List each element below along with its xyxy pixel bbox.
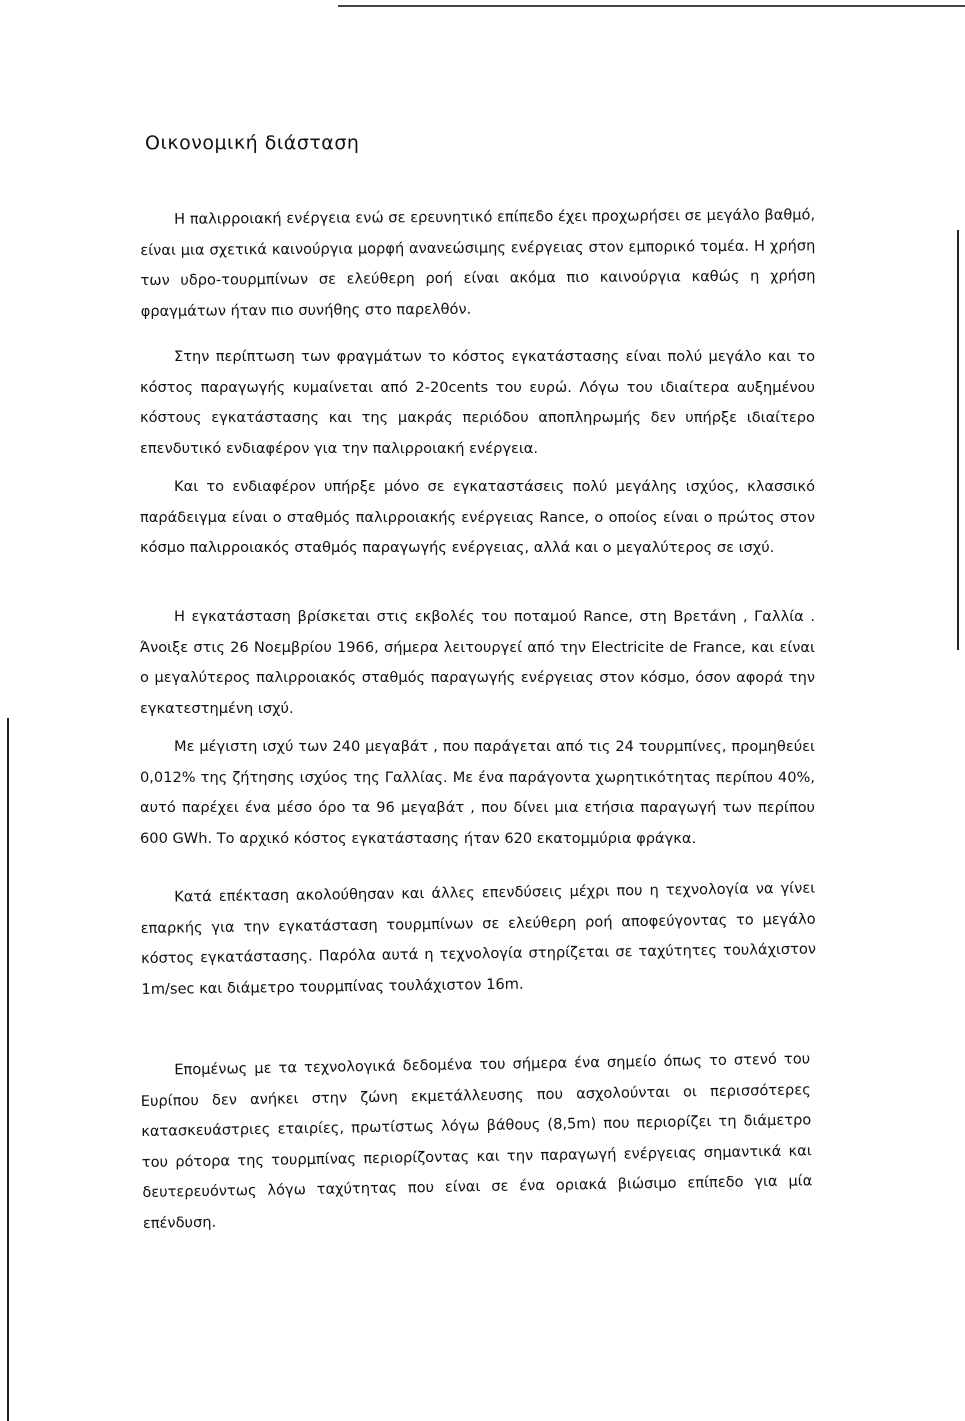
paragraph-indent: [140, 1074, 174, 1075]
paragraph-1: [140, 200, 816, 327]
paragraph-6: [140, 874, 817, 1005]
paragraph-5: [140, 732, 815, 854]
paragraph-7-text: Επομένως με τα τεχνολογικά δεδομένα του σήμερα ένα σημείο όπως το στενό του Ευρίπου δεν ανήκει στην ζώνη εκμετάλλευσης που ασχολούνται οι περισσότερες κατασκευάστριες εταιρίες, πρωτίστως λόγω βάθους (8,5m) που περιορίζει τη διάμετρο του ρότορα της τουρμπίνας περιορίζοντας και την παραγωγή ενέργειας σημαντικά και δευτερευόντως λόγω ταχύτητας που είναι σε ένα οριακά βιώσιμο επίπεδο για μία επένδυση.: [140, 1050, 813, 1232]
paragraph-7: [140, 1044, 813, 1239]
scan-left-edge-line: [7, 718, 9, 1421]
section-heading: Οικονομική διάσταση: [145, 132, 360, 154]
paragraph-6-text: Κατά επέκταση ακολούθησαν και άλλες επενδύσεις μέχρι που η τεχνολογία να γίνει επαρκής για την εγκατάσταση τουρμπίνων σε ελεύθερη ροή αποφεύγοντας το μεγάλο κόστος εγκατάστασης. Παρόλα αυτά η τεχνολογία στηρίζεται σε ταχύτητες τουλάχιστον 1m/sec και διάμετρο τουρμπίνας τουλάχιστον 16m.: [140, 879, 817, 998]
paragraph-1-text: Η παλιρροιακή ενέργεια ενώ σε ερευνητικό επίπεδο έχει προχωρήσει σε μεγάλο βαθμό, είναι μια σχετικά καινούργια μορφή ανανεώσιμης ενέργειας στον εμπορικό τομέα. Η χρήση των υδρο-τουρμπίνων σε ελεύθερη ροή είναι ακόμα πιο καινούργια καθώς η χρήση φραγμάτων ήταν πιο συνήθης στο παρελθόν.: [140, 206, 816, 320]
paragraph-3-text: Και το ενδιαφέρον υπήρξε μόνο σε εγκαταστάσεις πολύ μεγάλης ισχύος, κλασσικό παράδειγμα είναι ο σταθμός παλιρροιακής ενέργειας Rance, ο οποίος είναι ο πρώτος στον κόσμο παλιρροιακός σταθμός παραγωγής ενέργειας, αλλά και ο μεγαλύτερος σε ισχύ.: [140, 478, 815, 556]
paragraph-3: [140, 472, 815, 564]
scan-right-edge-line: [957, 230, 959, 650]
paragraph-4: [140, 602, 815, 724]
scan-top-rule: [338, 5, 965, 7]
paragraph-2-text: Στην περίπτωση των φραγμάτων το κόστος εγκατάστασης είναι πολύ μεγάλο και το κόστος παραγωγής κυμαίνεται από 2-20cents του ευρώ. Λόγω του ιδιαίτερα αυξημένου κόστους εγκατάστασης και της μακράς περιόδου αποπληρωμής δεν υπήρξε ιδιαίτερο επενδυτικό ενδιαφέρον για την παλιρροιακή ενέργεια.: [140, 348, 815, 457]
paragraph-4-text: Η εγκατάσταση βρίσκεται στις εκβολές του ποταμού Rance, στη Βρετάνη , Γαλλία . Άνοιξε στις 26 Νοεμβρίου 1966, σήμερα λειτουργεί από την Electricite de France, και είναι ο μεγαλύτερος παλιρροιακός σταθμός παραγωγής ενέργειας στον κόσμο, όσον αφορά την εγκατεστημένη ισχύ.: [140, 608, 815, 717]
paragraph-2: [140, 342, 815, 464]
paragraph-5-text: Με μέγιστη ισχύ των 240 μεγαβάτ , που παράγεται από τις 24 τουρμπίνες, προμηθεύει 0,012% της ζήτησης ισχύος της Γαλλίας. Με ένα παράγοντα χωρητικότητας περίπου 40%, αυτό παρέχει ένα μέσο όρο τα 96 μεγαβάτ , που δίνει μια ετήσια παραγωγή των περίπου 600 GWh. Το αρχικό κόστος εγκατάστασης ήταν 620 εκατομμύρια φράγκα.: [140, 738, 815, 847]
